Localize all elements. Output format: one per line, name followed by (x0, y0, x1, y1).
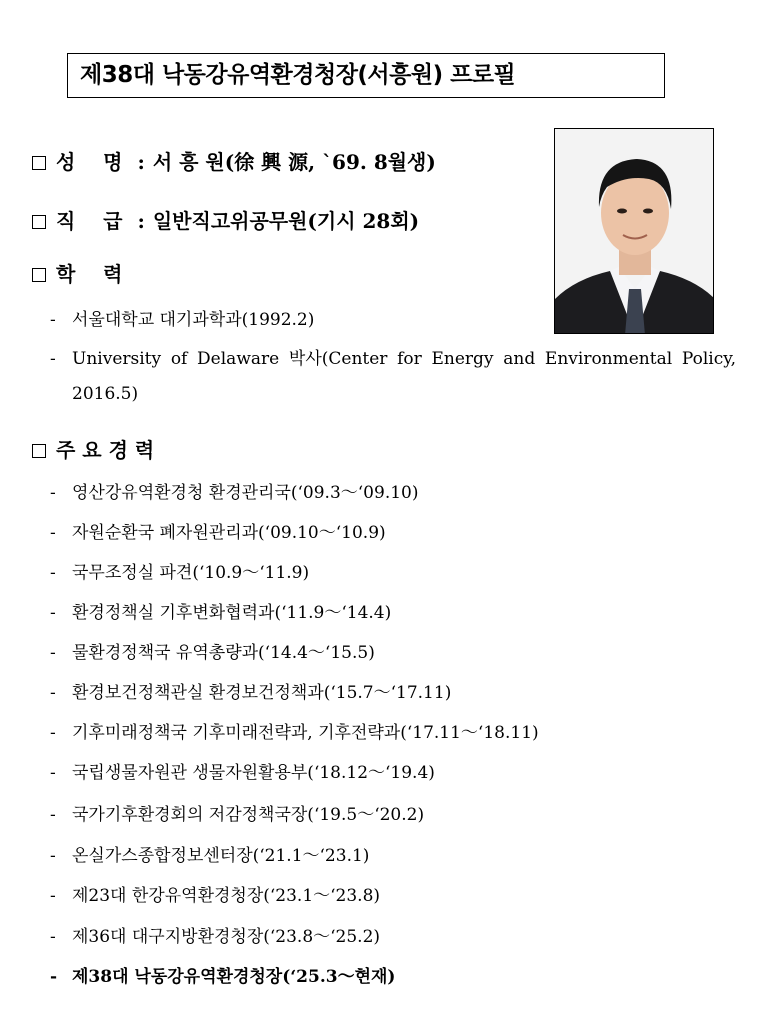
career-item (50, 558, 309, 583)
career-text: 제38대 낙동강유역환경청장(‘25.3～현재) (72, 967, 396, 987)
career-text: 국가기후환경회의 저감정책국장(‘19.5～‘20.2) (72, 805, 425, 825)
education-item (50, 305, 314, 330)
dash-bullet: - (50, 886, 56, 906)
section-name (32, 146, 436, 175)
dash-bullet: - (50, 563, 56, 583)
career-item (50, 478, 418, 503)
name-separator: : (137, 150, 145, 174)
dash-bullet: - (50, 603, 56, 623)
career-text: 기후미래정책국 기후미래전략과, 기후전략과(‘17.11～‘18.11) (72, 723, 539, 743)
checkbox-square-icon (32, 268, 46, 282)
career-text: 영산강유역환경청 환경관리국(‘09.3～‘09.10) (72, 483, 419, 503)
rank-value: 일반직고위공무원(기시 28회) (152, 209, 420, 233)
career-text: 환경보건정책관실 환경보건정책과(‘15.7～‘17.11) (72, 683, 452, 703)
education-text: 서울대학교 대기과학과(1992.2) (72, 310, 315, 330)
portrait-image (555, 129, 714, 334)
dash-bullet: - (50, 723, 56, 743)
career-text: 국립생물자원관 생물자원활용부(‘18.12～‘19.4) (72, 763, 435, 783)
dash-bullet: - (50, 483, 56, 503)
dash-bullet: - (50, 763, 56, 783)
career-item (50, 881, 380, 906)
dash-bullet: - (50, 523, 56, 543)
career-text: 온실가스종합정보센터장(‘21.1～‘23.1) (72, 846, 370, 866)
rank-separator: : (137, 209, 145, 233)
name-value: 서 흥 원(徐 興 源, `69. 8월생) (152, 150, 436, 174)
name-label: 성 명 (56, 150, 123, 174)
career-item (50, 922, 380, 947)
education-item (50, 342, 736, 412)
dash-bullet: - (50, 805, 56, 825)
career-text: 제36대 대구지방환경청장(‘23.8～‘25.2) (72, 927, 381, 947)
dash-bullet: - (50, 683, 56, 703)
dash-bullet: - (50, 846, 56, 866)
career-text: 국무조정실 파견(‘10.9～‘11.9) (72, 563, 310, 583)
checkbox-square-icon (32, 215, 46, 229)
career-item (50, 800, 424, 825)
career-label: 주 요 경 력 (56, 438, 155, 462)
dash-bullet: - (50, 927, 56, 947)
career-item (50, 718, 539, 743)
section-career (32, 434, 154, 463)
dash-bullet: - (50, 349, 56, 369)
page-title: 제38대 낙동강유역환경청장(서흥원) 프로필 (67, 53, 665, 98)
career-item (50, 518, 386, 543)
career-item (50, 758, 435, 783)
career-text: 환경정책실 기후변화협력과(‘11.9～‘14.4) (72, 603, 392, 623)
dash-bullet: - (50, 967, 58, 987)
checkbox-square-icon (32, 444, 46, 458)
profile-photo (554, 128, 714, 334)
section-education (32, 258, 123, 287)
education-text: University of Delaware 박사(Center for Energy and Environmental Policy, 2016.5) (72, 349, 736, 404)
section-rank (32, 205, 419, 234)
career-item-current (50, 962, 395, 987)
dash-bullet: - (50, 643, 56, 663)
rank-label: 직 급 (56, 209, 123, 233)
career-item (50, 638, 375, 663)
career-text: 제23대 한강유역환경청장(‘23.1～‘23.8) (72, 886, 381, 906)
career-text: 물환경정책국 유역총량과(‘14.4～‘15.5) (72, 643, 375, 663)
education-label: 학 력 (56, 262, 123, 286)
checkbox-square-icon (32, 156, 46, 170)
career-item (50, 678, 451, 703)
career-item (50, 598, 391, 623)
career-text: 자원순환국 폐자원관리과(‘09.10～‘10.9) (72, 523, 386, 543)
dash-bullet: - (50, 310, 56, 330)
career-item (50, 841, 369, 866)
